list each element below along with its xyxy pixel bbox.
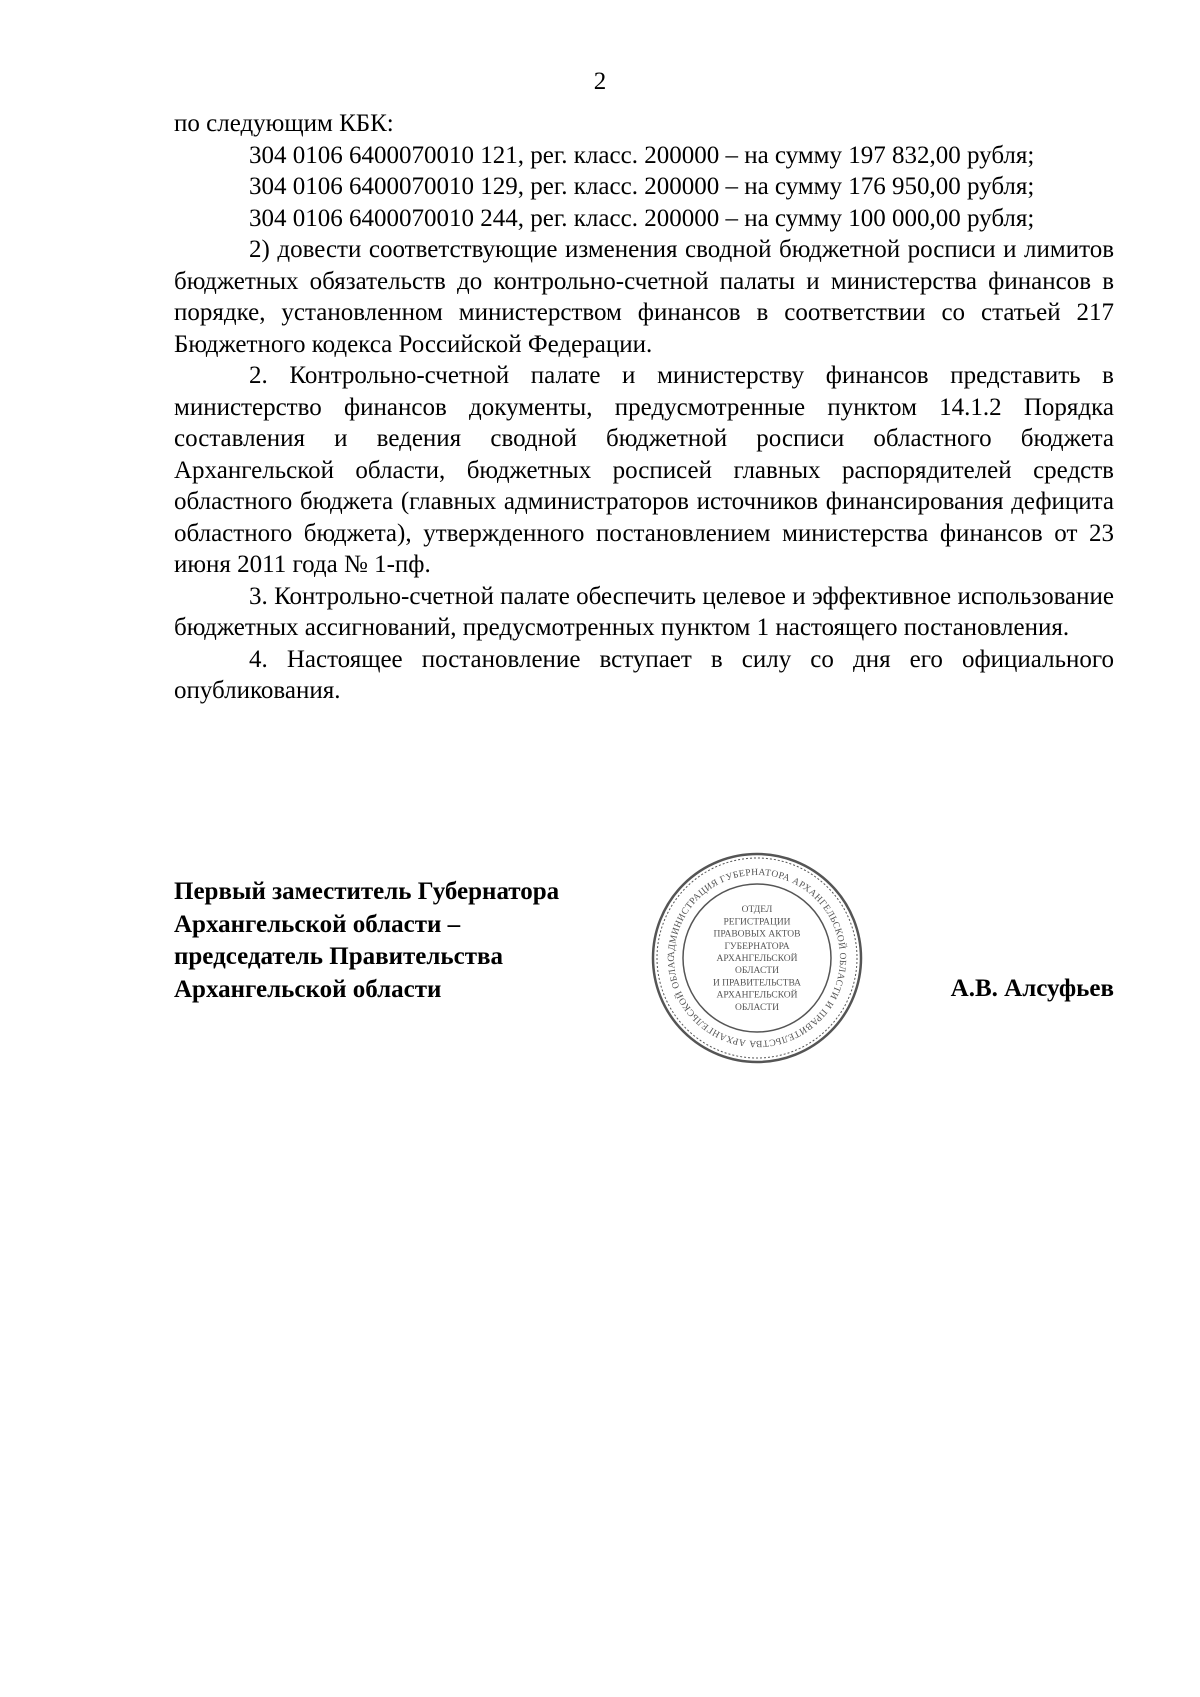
seal-center-line: ОТДЕЛ xyxy=(741,905,773,916)
official-seal xyxy=(649,850,865,1066)
paragraph-item-3: 3. Контрольно-счетной палате обеспечить целевое и эффективное использование бюджетных ассигнований, предусмотренных пунктом 1 настоящего постановления. xyxy=(174,582,1114,641)
paragraph-subitem-2: 2) довести соответствующие изменения сводной бюджетной росписи и лимитов бюджетных обязательств до контрольно-счетной палаты и министерства финансов в порядке, установленном министерством финансов в соответствии со статьей 217 Бюджетного кодекса Российской Федерации. xyxy=(174,236,1114,358)
seal-center-line: ОБЛАСТИ xyxy=(735,966,779,977)
seal-ring-text: АДМИНИСТРАЦИЯ ГУБЕРНАТОРА АРХАНГЕЛЬСКОЙ ОБЛАСТИ И ПРАВИТЕЛЬСТВА АРХАНГЕЛЬСКОЙ ОБЛАС xyxy=(666,867,848,1049)
kbk-line: 304 0106 6400070010 129, рег. класс. 200000 – на сумму 176 950,00 рубля; xyxy=(249,173,1035,200)
page-number: 2 xyxy=(593,68,607,95)
seal-center-line: И ПРАВИТЕЛЬСТВА xyxy=(712,978,802,989)
kbk-intro: по следующим КБК: xyxy=(174,110,394,137)
seal-center-line: ОБЛАСТИ xyxy=(735,1002,779,1013)
signatory-name: А.В. Алсуфьев xyxy=(950,975,1114,1002)
seal-center-line: АРХАНГЕЛЬСКОЙ xyxy=(716,954,798,964)
document-body xyxy=(174,108,1114,707)
signatory-title xyxy=(174,876,559,1006)
seal-stamp-icon xyxy=(649,850,865,1066)
seal-center-text xyxy=(713,905,801,1013)
seal-center-line: АРХАНГЕЛЬСКОЙ xyxy=(716,990,798,1001)
paragraph-item-4: 4. Настоящее постановление вступает в силу со дня его официального опубликования. xyxy=(174,645,1114,704)
kbk-line: 304 0106 6400070010 121, рег. класс. 200000 – на сумму 197 832,00 рубля; xyxy=(249,141,1035,169)
paragraph-item-2: 2. Контрольно-счетной палате и министерству финансов представить в министерство финансов документы, предусмотренные пунктом 14.1.2 Порядка составления и ведения сводной бюджетной росписи областного бюджета Архангельской области, бюджетных росписей главных распорядителей средств областного бюджета (главных администраторов источников финансирования дефицита областного бюджета), утвержденного постановлением министерства финансов от 23 июня 2011 года № 1-пф. xyxy=(174,362,1114,578)
seal-center-line: РЕГИСТРАЦИИ xyxy=(723,917,791,928)
seal-center-line: ГУБЕРНАТОРА xyxy=(724,941,790,952)
kbk-line: 304 0106 6400070010 244, рег. класс. 200000 – на сумму 100 000,00 рубля; xyxy=(249,204,1035,232)
signatory-title-line: председатель Правительства xyxy=(174,943,504,970)
signatory-title-line: Архангельской области – xyxy=(174,910,461,938)
signature-block xyxy=(174,867,1114,1096)
seal-center-line: ПРАВОВЫХ АКТОВ xyxy=(713,929,801,940)
signatory-title-line: Архангельской области xyxy=(174,975,442,1003)
signatory-title-line: Первый заместитель Губернатора xyxy=(174,878,560,905)
